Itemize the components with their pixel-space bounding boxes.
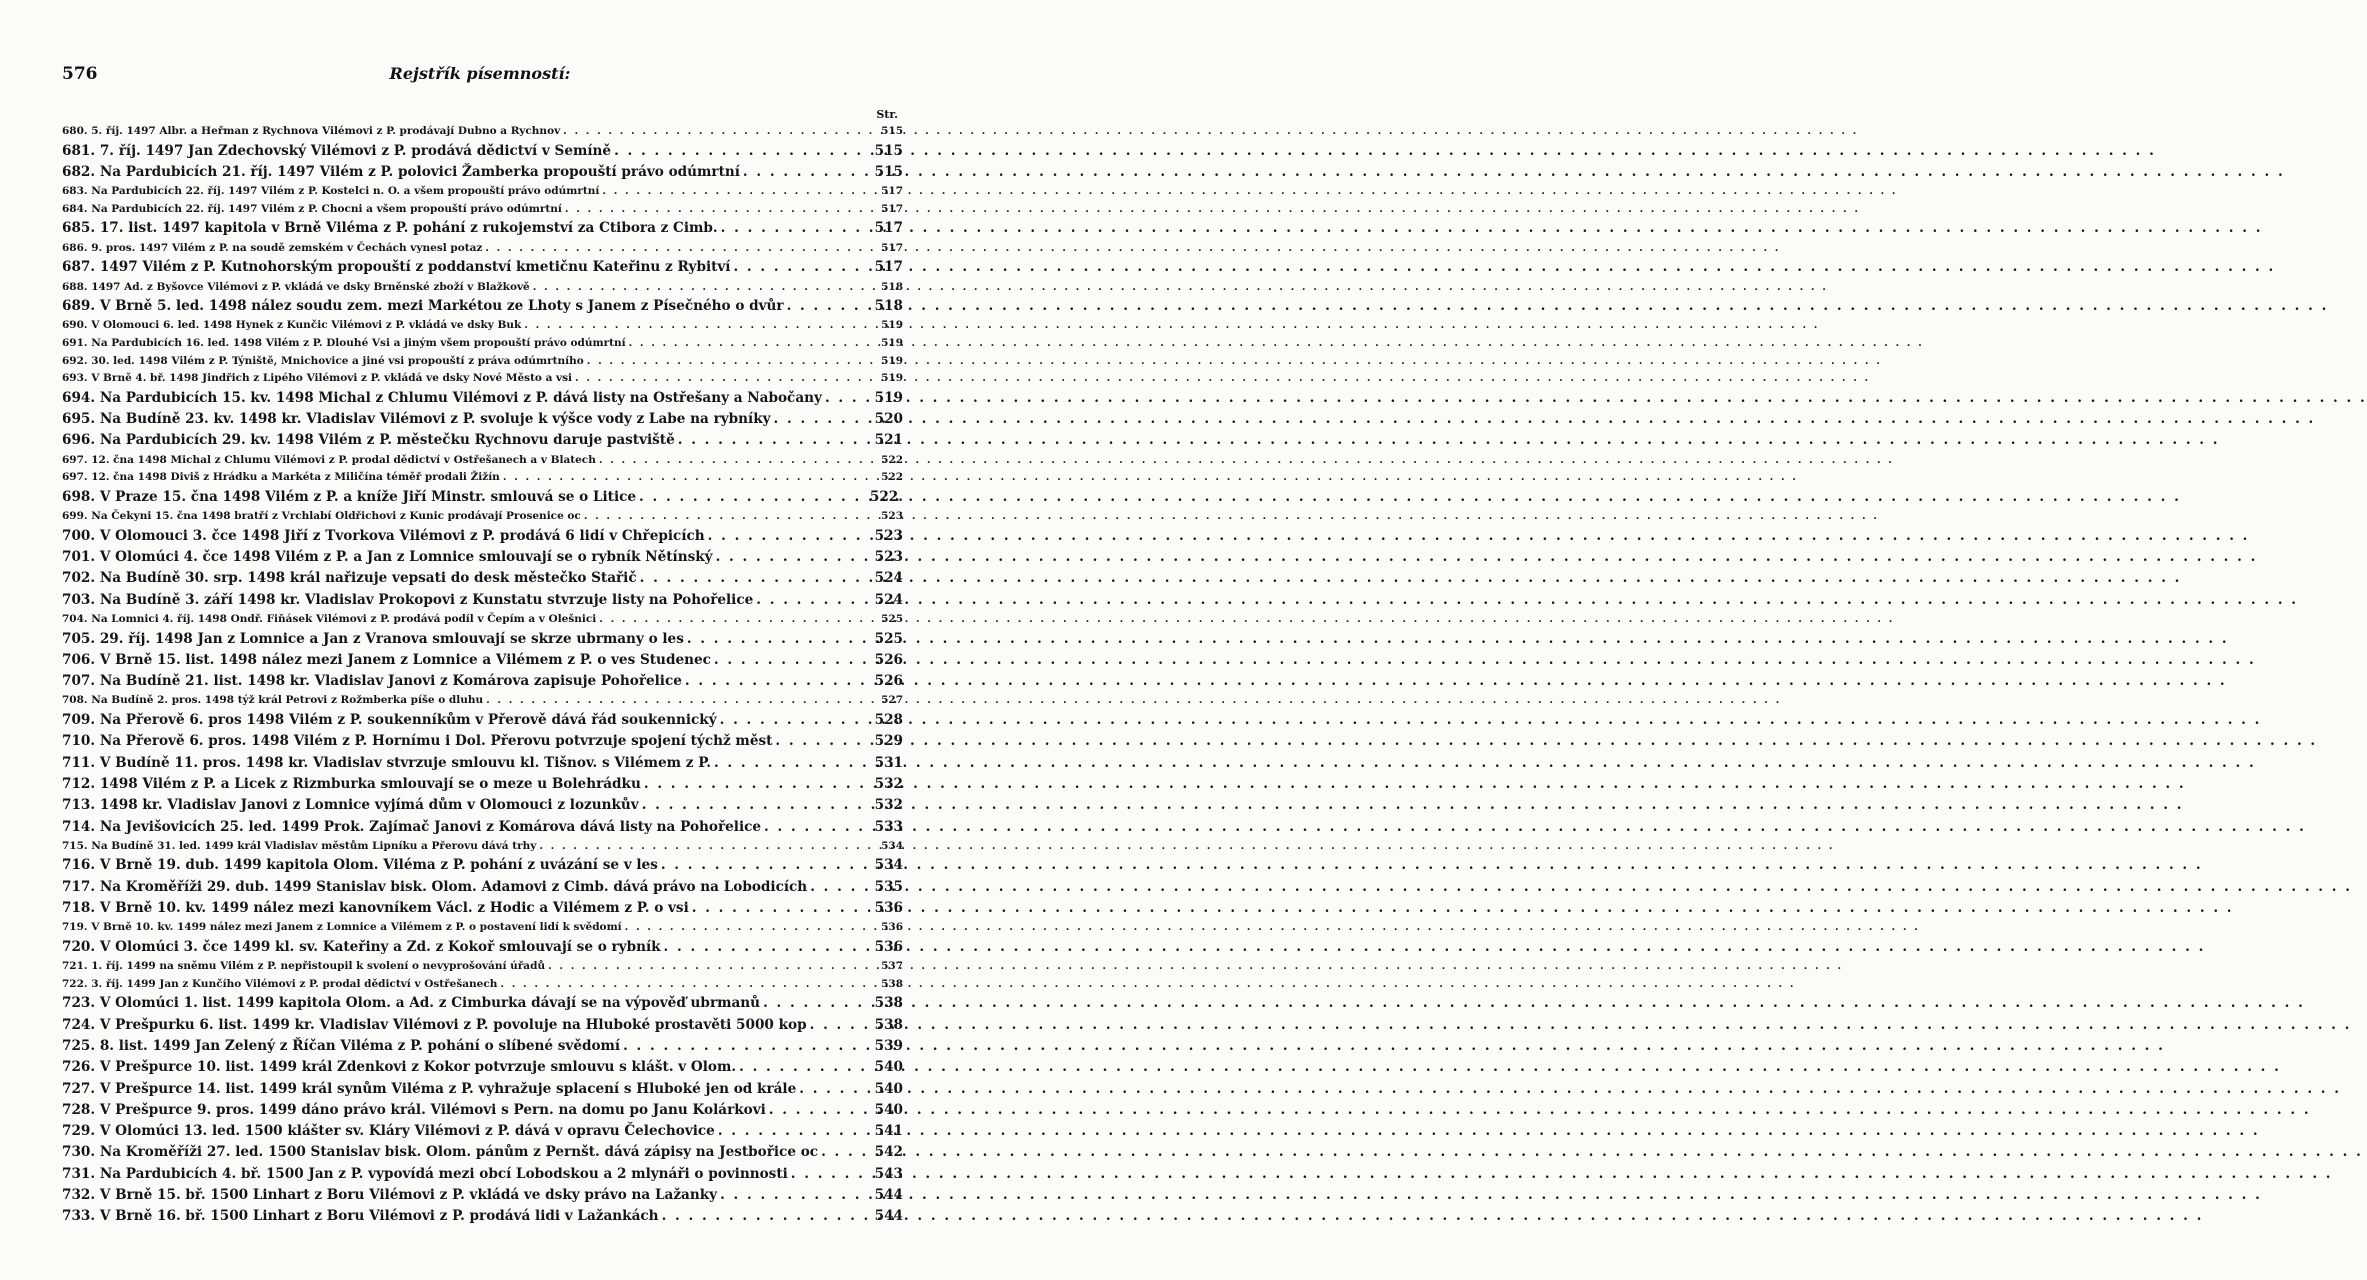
entry-text: 687. 1497 Vilém z P. Kutnohorským propouští z poddanství kmetičnu Kateřinu z Rybitví: [62, 259, 731, 276]
dot-leader: [716, 549, 872, 565]
entry-text: 690. V Olomouci 6. led. 1498 Hynek z Kunčic Vilémovi z P. vkládá ve dsky Buk: [62, 319, 522, 332]
dot-leader: [810, 1017, 872, 1033]
entry-text: 684. Na Pardubicích 22. říj. 1497 Vilém z P. Chocni a všem propouští právo odúmrtní: [62, 202, 562, 215]
register-entry: [62, 471, 903, 489]
dot-leader: [739, 1059, 872, 1075]
entry-page-number: 526: [874, 673, 903, 690]
register-entry: [62, 281, 903, 299]
entry-text: 689. V Brně 5. led. 1498 nález soudu zem. mezi Markétou ze Lhoty s Janem z Písečného o dvůr: [62, 298, 784, 315]
dot-leader: [639, 489, 867, 505]
register-entry: [62, 1017, 903, 1038]
entry-page-number: 536: [874, 900, 903, 917]
entry-page-number: 519: [881, 354, 903, 367]
register-entry: [62, 372, 903, 390]
dot-leader: [810, 879, 871, 895]
dot-leader: [733, 259, 871, 275]
dot-leader: [825, 390, 872, 406]
entry-text: 707. Na Budíně 21. list. 1498 kr. Vladislav Janovi z Komárova zapisuje Pohořelice: [62, 673, 682, 690]
register-entry: [62, 489, 903, 510]
entry-page-number: 542: [874, 1144, 903, 1161]
entry-page-number: 515: [874, 163, 903, 180]
dot-leader: [644, 776, 872, 792]
register-entry: [62, 1208, 903, 1229]
dot-leader: [565, 203, 874, 215]
dot-leader: [664, 939, 872, 955]
dot-leader: [791, 1166, 872, 1182]
entry-text: 704. Na Lomnici 4. říj. 1498 Ondř. Fiňásek Vilémovi z P. prodává podíl v Čepím a v Olešnici: [62, 612, 597, 625]
register-entry: [62, 549, 903, 570]
entry-page-number: 522: [881, 471, 903, 484]
dot-leader: [714, 755, 872, 771]
dot-leader: [623, 1038, 872, 1054]
entry-page-number: 517: [874, 220, 903, 237]
dot-leader: [642, 797, 872, 813]
entry-page-number: 518: [881, 280, 903, 293]
entry-page-number: 528: [874, 712, 903, 729]
entry-text: 708. Na Budíně 2. pros. 1498 týž král Petrovi z Rožmberka píše o dluhu: [62, 694, 484, 707]
register-entry: [62, 652, 903, 673]
entry-text: 701. V Olomúci 4. čce 1498 Vilém z P. a Jan z Lomnice smlouvají se o rybník Nětínský: [62, 549, 713, 566]
dot-leader: [718, 1123, 872, 1139]
register-entry: [62, 1166, 903, 1187]
register-entry: [62, 840, 903, 858]
entry-text: 718. V Brně 10. kv. 1499 nález mezi kanovníkem Václ. z Hodic a Vilémem z P. o vsi: [62, 900, 689, 917]
entry-page-number: 543: [874, 1165, 903, 1182]
dot-leader: [721, 220, 872, 236]
entry-page-number: 525: [881, 612, 903, 625]
dot-leader: [687, 631, 872, 647]
register-entry: [62, 355, 903, 373]
entry-text: 681. 7. říj. 1497 Jan Zdechovský Vilémovi z P. prodává dědictví v Semíně: [62, 142, 612, 159]
dot-leader: [500, 978, 874, 990]
dot-leader: [692, 900, 872, 916]
dot-leader: [485, 242, 874, 254]
entry-text: 695. Na Budíně 23. kv. 1498 kr. Vladislav Vilémovi z P. svoluje k výšce vody z Labe na rybníky: [62, 411, 771, 428]
register-entry: [62, 819, 903, 840]
register-entry: [62, 1081, 903, 1102]
dot-leader: [708, 528, 872, 544]
entry-text: 700. V Olomouci 3. čce 1498 Jiří z Tvorkova Vilémovi z P. prodává 6 lidí v Chřepicích: [62, 527, 705, 544]
register-entry: [62, 259, 903, 280]
entry-page-number: 539: [874, 1038, 903, 1054]
entry-page-number: 519: [881, 319, 903, 332]
entry-text: 682. Na Pardubicích 21. říj. 1497 Vilém z P. polovici Žamberka propouští právo odúmrtní: [62, 163, 740, 180]
entry-text: 705. 29. říj. 1498 Jan z Lomnice a Jan z Vranova smlouvají se skrze ubrmany o les: [62, 630, 684, 647]
entry-text: 712. 1498 Vilém z P. a Licek z Rizmburka smlouvají se o meze u Bolehrádku: [62, 775, 641, 792]
register-entry: [62, 242, 903, 260]
register-entry: [62, 631, 903, 652]
dot-leader: [821, 1144, 872, 1160]
entry-page-number: 540: [874, 1080, 903, 1097]
entry-page-number: 522.: [869, 488, 903, 505]
dot-leader: [787, 298, 872, 314]
entry-page-number: 529: [874, 733, 903, 750]
entry-page-number: 527: [881, 694, 903, 707]
dot-leader: [584, 510, 874, 522]
register-entry: [62, 319, 903, 337]
entry-page-number: 532: [874, 775, 903, 792]
register-entry: [62, 1102, 903, 1123]
entry-text: 703. Na Budíně 3. září 1498 kr. Vladislav Prokopovi z Kunstatu stvrzuje listy na Pohořelice: [62, 591, 754, 608]
dot-leader: [602, 185, 874, 197]
register-entry: [62, 125, 903, 143]
dot-leader: [661, 857, 872, 873]
dot-leader: [678, 432, 872, 448]
register-entry: [62, 432, 903, 453]
register-entry: [62, 528, 903, 549]
entry-text: 697. 12. čna 1498 Diviš z Hrádku a Markéta z Miličína téměř prodali Žižín: [62, 471, 500, 484]
register-entry: [62, 298, 903, 319]
register-entry: [62, 570, 903, 591]
register-entry: [62, 733, 903, 754]
entry-page-number: 525: [874, 630, 903, 647]
dot-leader: [548, 960, 874, 972]
entry-page-number: 533: [874, 818, 903, 835]
entry-page-number: 515: [874, 142, 903, 159]
dot-leader: [503, 471, 874, 483]
register-entry: [62, 755, 903, 776]
dot-leader: [539, 840, 874, 852]
register-entries: [62, 125, 903, 1230]
entry-text: 731. Na Pardubicích 4. bř. 1500 Jan z P. vypovídá mezi obcí Lobodskou a 2 mlynáři o povinnosti: [62, 1165, 788, 1182]
entry-page-number: 541: [874, 1123, 903, 1140]
page-column-label: Str.: [876, 108, 898, 121]
register-entry: [62, 1059, 903, 1080]
entry-page-number: 522: [881, 453, 903, 466]
entry-text: 693. V Brně 4. bř. 1498 Jindřich z Lipého Vilémovi z P. vkládá ve dsky Nové Město a vsi: [62, 372, 573, 385]
register-entry: [62, 1038, 903, 1059]
entry-text: 694. Na Pardubicích 15. kv. 1498 Michal z Chlumu Vilémovi z P. dává listy na Ostřešany a Nabočany: [62, 389, 822, 406]
entry-page-number: 521: [874, 432, 903, 449]
entry-text: 715. Na Budíně 31. led. 1499 král Vladislav městům Lipníku a Přerovu dává trhy: [62, 839, 537, 852]
register-entry: [62, 673, 903, 694]
register-entry: [62, 337, 903, 355]
register-entry: [62, 921, 903, 939]
entry-text: 717. Na Kroměříži 29. dub. 1499 Stanislav bisk. Olom. Adamovi z Cimb. dává právo na Lobodicích: [62, 878, 808, 895]
dot-leader: [599, 613, 874, 625]
entry-page-number: 534: [874, 857, 903, 874]
page-header: [62, 64, 898, 88]
entry-page-number: 532: [874, 797, 903, 814]
register-entry: [62, 592, 903, 613]
entry-page-number: 519: [874, 389, 903, 406]
dot-leader: [640, 570, 872, 586]
register-entry: [62, 978, 903, 996]
entry-text: 716. V Brně 19. dub. 1499 kapitola Olom. Viléma z P. pohání z uvázání se v les: [62, 857, 658, 874]
register-entry: [62, 613, 903, 631]
register-entry: [62, 390, 903, 411]
entry-page-number: 519: [881, 337, 903, 350]
entry-text: 709. Na Přerově 6. pros 1498 Vilém z P. soukenníkům v Přerově dává řád soukennický: [62, 712, 717, 729]
entry-text: 688. 1497 Ad. z Byšovce Vilémovi z P. vkládá ve dsky Brněnské zboží v Blažkově: [62, 280, 530, 293]
entry-text: 727. V Prešpurce 14. list. 1499 král synům Viléma z P. vyhražuje splacení s Hluboké jen od krále: [62, 1080, 797, 1097]
entry-text: 722. 3. říj. 1499 Jan z Kunčího Vilémovi z P. prodal dědictví v Ostřešanech: [62, 977, 498, 990]
dot-leader: [743, 164, 872, 180]
register-entry: [62, 879, 903, 900]
entry-page-number: 517: [881, 241, 903, 254]
register-entry: [62, 995, 903, 1016]
dot-leader: [599, 454, 874, 466]
entry-text: 725. 8. list. 1499 Jan Zelený z Říčan Viléma z P. pohání o slíbené svědomí: [62, 1038, 621, 1054]
register-entry: [62, 411, 903, 432]
entry-page-number: 519: [881, 372, 903, 385]
entry-text: 733. V Brně 16. bř. 1500 Linhart z Boru Vilémovi z P. prodává lidi v Lažankách: [62, 1208, 659, 1225]
register-entry: [62, 776, 903, 797]
dot-leader: [799, 1081, 871, 1097]
dot-leader: [714, 652, 872, 668]
entry-page-number: 544: [874, 1208, 903, 1225]
entry-text: 691. Na Pardubicích 16. led. 1498 Vilém z P. Dlouhé Vsi a jiným všem propouští právo odúmrtní: [62, 337, 626, 350]
register-entry: [62, 1123, 903, 1144]
register-entry: [62, 143, 903, 164]
entry-text: 685. 17. list. 1497 kapitola v Brně Viléma z P. pohání z rukojemství za Ctibora z Cimb.: [62, 220, 718, 237]
dot-leader: [685, 673, 872, 689]
entry-text: 720. V Olomúci 3. čce 1499 kl. sv. Kateřiny a Zd. z Kokoř smlouvají se o rybník: [62, 938, 661, 955]
dot-leader: [575, 372, 874, 384]
dot-leader: [720, 712, 872, 728]
entry-page-number: 537: [881, 960, 903, 973]
register-entry: [62, 1187, 903, 1208]
register-entry: [62, 694, 903, 712]
document-page: [0, 0, 960, 1280]
register-entry: [62, 900, 903, 921]
entry-text: 702. Na Budíně 30. srp. 1498 král nařizuje vepsati do desk městečko Stařič: [62, 570, 637, 587]
dot-leader: [720, 1187, 872, 1203]
entry-page-number: 538: [881, 977, 903, 990]
dot-leader: [524, 319, 874, 331]
entry-page-number: 531: [874, 754, 903, 771]
entry-page-number: 538: [874, 1016, 903, 1033]
register-entry: [62, 203, 903, 221]
entry-page-number: 518: [874, 298, 903, 315]
dot-leader: [563, 125, 874, 137]
entry-page-number: 538: [874, 995, 903, 1012]
entry-text: 726. V Prešpurce 10. list. 1499 král Zdenkovi z Kokor potvrzuje smlouvu s klášt. v Olom.: [62, 1059, 737, 1076]
register-entry: [62, 510, 903, 528]
register-entry: [62, 164, 903, 185]
entry-text: 729. V Olomúci 13. led. 1500 klášter sv. Kláry Vilémovi z P. dává v opravu Čelechovice: [62, 1123, 715, 1140]
dot-leader: [533, 281, 874, 293]
register-entry: [62, 454, 903, 472]
entry-text: 699. Na Čekyni 15. čna 1498 bratří z Vrchlabí Oldřichovi z Kunic prodávají Prosenice oc: [62, 510, 581, 523]
dot-leader: [587, 355, 874, 367]
entry-text: 732. V Brně 15. bř. 1500 Linhart z Boru Vilémovi z P. vkládá ve dsky právo na Lažanky: [62, 1187, 718, 1204]
register-entry: [62, 220, 903, 241]
dot-leader: [486, 694, 874, 706]
entry-page-number: 540: [874, 1059, 903, 1076]
entry-page-number: 517: [881, 202, 903, 215]
dot-leader: [774, 411, 872, 427]
register-entry: [62, 185, 903, 203]
register-entry: [62, 1144, 903, 1165]
entry-page-number: 534: [881, 839, 903, 852]
running-title: Rejstřík písemností:: [389, 64, 571, 83]
dot-leader: [629, 337, 874, 349]
entry-page-number: 535: [874, 878, 903, 895]
entry-text: 728. V Prešpurce 9. pros. 1499 dáno právo král. Vilémovi s Pern. na domu po Janu Kolárkovi: [62, 1101, 766, 1118]
entry-text: 696. Na Pardubicích 29. kv. 1498 Vilém z P. městečku Rychnovu daruje pastviště: [62, 432, 675, 449]
dot-leader: [763, 995, 872, 1011]
entry-text: 680. 5. říj. 1497 Albr. a Heřman z Rychnova Vilémovi z P. prodávají Dubno a Rychnov: [62, 125, 561, 137]
register-entry: [62, 797, 903, 818]
entry-text: 683. Na Pardubicích 22. říj. 1497 Vilém z P. Kostelci n. O. a všem propouští právo odúmrtní: [62, 185, 600, 198]
entry-page-number: 524: [874, 570, 903, 587]
entry-text: 730. Na Kroměříži 27. led. 1500 Stanislav bisk. Olom. pánům z Pernšt. dává zápisy na Jestbořice oc: [62, 1144, 819, 1161]
entry-page-number: 540: [874, 1101, 903, 1118]
dot-leader: [756, 592, 871, 608]
entry-text: 692. 30. led. 1498 Vilém z P. Týniště, Mnichovice a jiné vsi propouští z práva odúmrtního: [62, 354, 584, 367]
entry-text: 723. V Olomúci 1. list. 1499 kapitola Olom. a Ad. z Cimburka dávají se na výpověď ubrmanů: [62, 995, 761, 1012]
register-entry: [62, 712, 903, 733]
entry-text: 710. Na Přerově 6. pros. 1498 Vilém z P. Hornímu i Dol. Přerovu potvrzuje spojení týchž měst: [62, 733, 773, 750]
entry-page-number: 536: [881, 921, 903, 934]
entry-page-number: 517: [874, 259, 903, 276]
entry-text: 686. 9. pros. 1497 Vilém z P. na soudě zemském v Čechách vynesl potaz: [62, 241, 483, 254]
entry-text: 697. 12. čna 1498 Michal z Chlumu Vilémovi z P. prodal dědictví v Ostřešanech a v Blatech: [62, 453, 596, 466]
entry-text: 711. V Budíně 11. pros. 1498 kr. Vladislav stvrzuje smlouvu kl. Tišnov. s Vilémem z P.: [62, 754, 711, 771]
dot-leader: [625, 921, 874, 933]
entry-text: 724. V Prešpurku 6. list. 1499 kr. Vladislav Vilémovi z P. povoluje na Hluboké prostavěti 5000 kop: [62, 1016, 807, 1033]
entry-page-number: 544: [874, 1187, 903, 1204]
dot-leader: [614, 143, 872, 159]
page-number: 576: [62, 64, 98, 84]
register-entry: [62, 939, 903, 960]
register-entry: [62, 960, 903, 978]
register-entry: [62, 857, 903, 878]
entry-page-number: 523: [874, 527, 903, 544]
entry-page-number: 523: [881, 510, 903, 523]
entry-text: 721. 1. říj. 1499 na sněmu Vilém z P. nepřistoupil k svolení o nevyprošování úřadů: [62, 960, 546, 973]
entry-text: 719. V Brně 10. kv. 1499 nález mezi Janem z Lomnice a Vilémem z P. o postavení lidí k svědomí: [62, 921, 622, 934]
entry-page-number: 517: [881, 185, 903, 198]
dot-leader: [764, 819, 872, 835]
entry-page-number: 520: [874, 411, 903, 428]
entry-page-number: 524: [874, 591, 903, 608]
dot-leader: [769, 1102, 872, 1118]
entry-page-number: 523: [874, 549, 903, 566]
entry-text: 714. Na Jevišovicích 25. led. 1499 Prok. Zajímač Janovi z Komárova dává listy na Pohořelice: [62, 818, 762, 835]
entry-page-number: 515: [881, 125, 903, 137]
entry-text: 713. 1498 kr. Vladislav Janovi z Lomnice vyjímá dům v Olomouci z lozunkův: [62, 797, 639, 814]
dot-leader: [662, 1208, 872, 1224]
entry-page-number: 526: [874, 651, 903, 668]
entry-page-number: 536: [874, 938, 903, 955]
entry-text: 706. V Brně 15. list. 1498 nález mezi Janem z Lomnice a Vilémem z P. o ves Studenec: [62, 651, 711, 668]
dot-leader: [775, 733, 871, 749]
entry-text: 698. V Praze 15. čna 1498 Vilém z P. a kníže Jiří Minstr. smlouvá se o Litice: [62, 488, 637, 505]
